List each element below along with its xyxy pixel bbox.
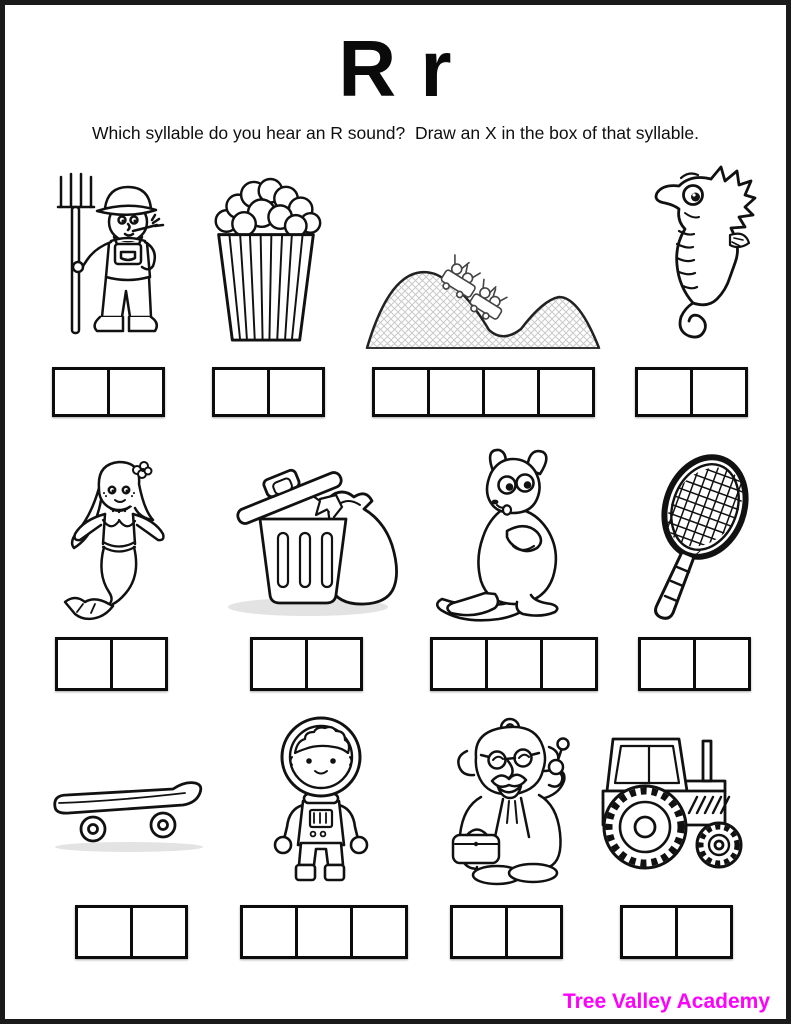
syllable-boxes-mermaid [55,637,168,691]
tractor-icon [583,731,751,878]
syllable-box[interactable] [58,640,110,688]
astronaut-icon [267,713,375,898]
syllable-box[interactable] [107,370,162,414]
syllable-box[interactable] [505,908,560,956]
syllable-box[interactable] [453,908,505,956]
syllable-box[interactable] [693,640,748,688]
roller-coaster-icon [363,242,603,350]
syllable-boxes-seahorse [635,367,748,417]
syllable-box[interactable] [427,370,482,414]
syllable-box[interactable] [78,908,130,956]
syllable-box[interactable] [130,908,185,956]
syllable-boxes-kangaroo [430,637,598,691]
syllable-box[interactable] [215,370,267,414]
syllable-boxes-popcorn [212,367,325,417]
syllable-box[interactable] [482,370,537,414]
syllable-box[interactable] [305,640,360,688]
syllable-box[interactable] [638,370,690,414]
syllable-box[interactable] [623,908,675,956]
syllable-box[interactable] [375,370,427,414]
page-title: R r [338,24,453,113]
mermaid-icon [47,452,192,627]
syllable-boxes-garbage [250,637,363,691]
syllable-boxes-roller-coaster [372,367,595,417]
syllable-box[interactable] [641,640,693,688]
doctor-icon [437,715,582,890]
tennis-racket-icon [643,447,755,627]
syllable-box[interactable] [350,908,405,956]
syllable-boxes-astronaut [240,905,408,959]
syllable-box[interactable] [433,640,485,688]
farmer-icon [45,167,175,352]
syllable-box[interactable] [540,640,595,688]
syllable-boxes-doctor [450,905,563,959]
syllable-boxes-tractor [620,905,733,959]
syllable-box[interactable] [295,908,350,956]
footer-credit: Tree Valley Academy [562,990,770,1013]
syllable-box[interactable] [690,370,745,414]
syllable-box[interactable] [55,370,107,414]
syllable-box[interactable] [537,370,592,414]
syllable-box[interactable] [253,640,305,688]
syllable-box[interactable] [675,908,730,956]
syllable-boxes-skateboard [75,905,188,959]
instruction-text: Which syllable do you hear an R sound? Draw an X in the box of that syllable. [91,123,699,143]
syllable-box[interactable] [485,640,540,688]
skateboard-icon [45,777,213,855]
kangaroo-icon [423,447,601,629]
syllable-box[interactable] [267,370,322,414]
popcorn-icon [205,172,327,350]
syllable-box[interactable] [110,640,165,688]
syllable-boxes-farmer [52,367,165,417]
syllable-boxes-racket [638,637,751,691]
syllable-box[interactable] [243,908,295,956]
garbage-can-icon [208,447,408,625]
seahorse-icon [627,165,757,347]
